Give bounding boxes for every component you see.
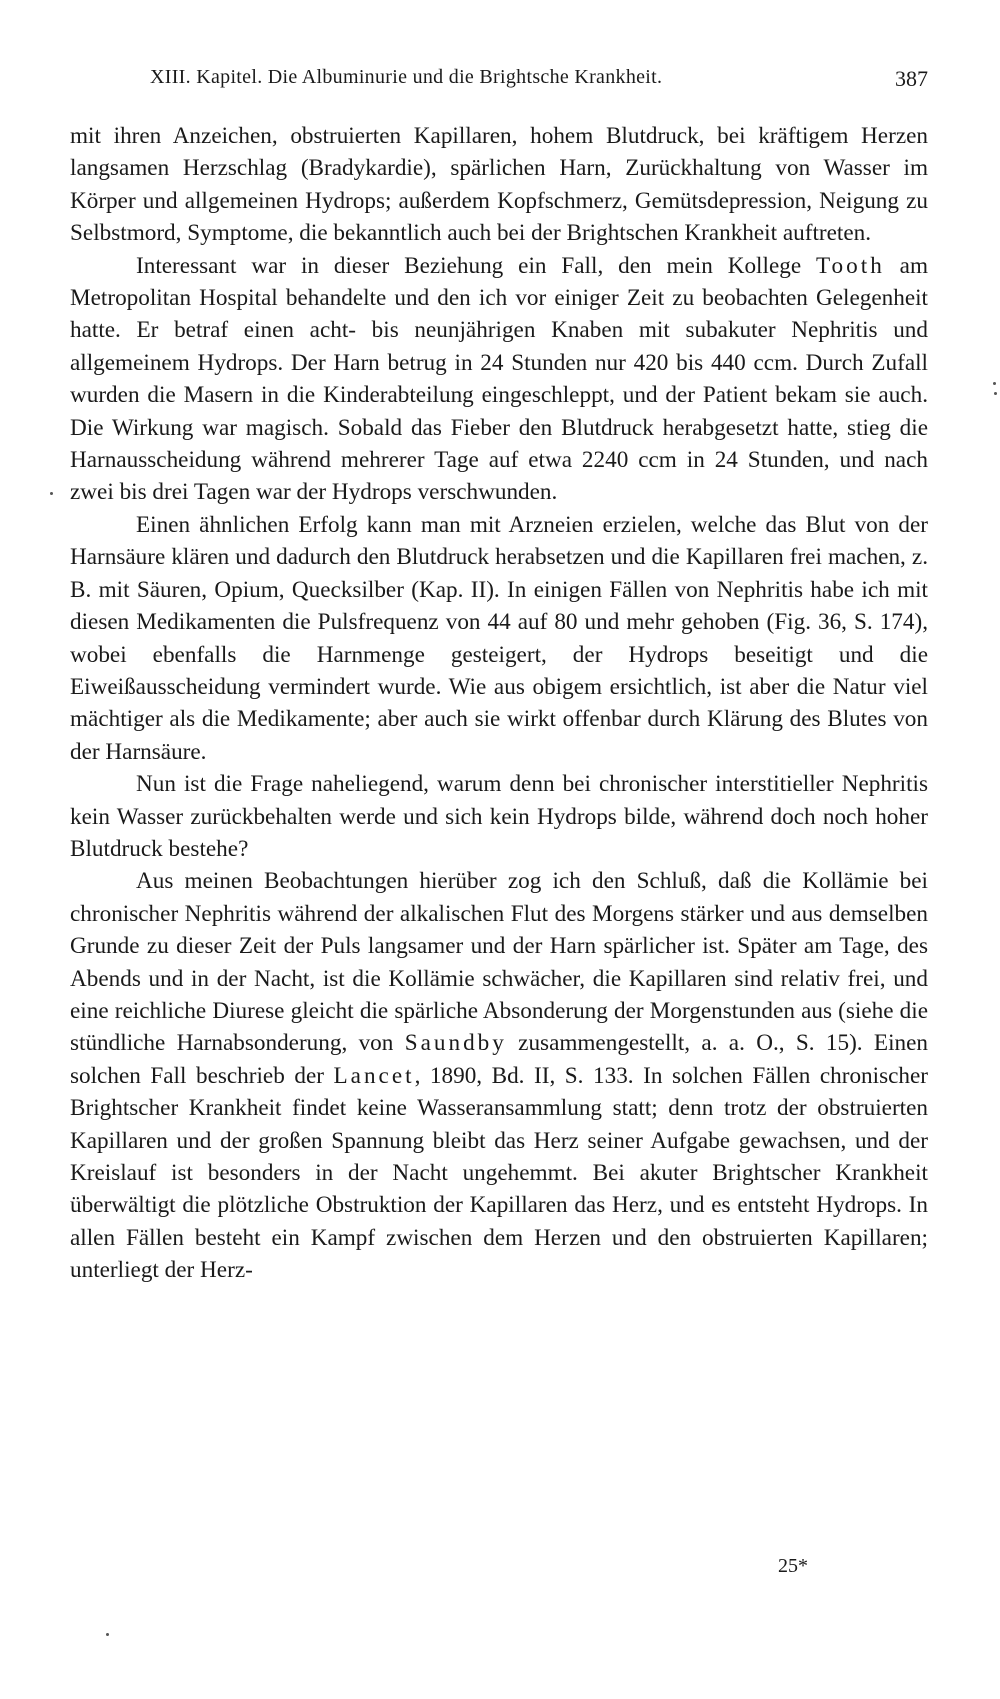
page-header [120, 66, 928, 96]
paragraph [70, 250, 928, 509]
text-run: am Metropolitan Hospital behandelte und den ich vor einiger Zeit zu beobachten Gelegenheit hatte. Er betraf einen acht- bis neunjährigen Knaben mit subakuter Nephritis und allgemeinem Hydrops. Der Harn betrug in 24 Stunden nur 420 bis 440 ccm. Durch Zufall wurden die Masern in die Kinderabteilung eingeschleppt, und der Patient bekam sie auch. Die Wirkung war magisch. Sobald das Fieber den Blutdruck herabgesetzt hatte, stieg die Harnausscheidung während mehrerer Tage auf etwa 2240 ccm in 24 Stunden, und nach zwei bis drei Tagen war der Hydrops verschwunden. [70, 252, 929, 506]
paragraph [70, 120, 928, 250]
running-title: XIII. Kapitel. Die Albuminurie und die Brightsche Krankheit. [150, 66, 663, 88]
text-run: zusammengestellt, a. a. O., S. 15). Einen solchen Fall beschrieb der [70, 1030, 928, 1089]
paragraph [70, 768, 928, 865]
scan-speck [993, 382, 996, 385]
scan-speck [994, 392, 997, 395]
body-text [70, 120, 928, 1287]
text-run: Einen ähnlichen Erfolg kann man mit Arzneien erzielen, welche das Blut von der Harnsäure klären und dadurch den Blutdruck herabsetzen und die Kapillaren frei machen, z. B. mit Säuren, Opium, Quecksilber (Kap. II). In einigen Fällen von Nephritis habe ich mit diesen Medikamenten die Pulsfrequenz von 44 auf 80 und mehr gehoben (Fig. 36, S. 174), wobei ebenfalls die Harnmenge gesteigert, der Hydrops beseitigt und die Eiweißausscheidung vermindert wurde. Wie aus obigem ersichtlich, ist aber die Natur viel mächtiger als die Medikamente; aber auch sie wirkt offenbar durch Klärung des Blutes von der Harnsäure. [70, 511, 928, 765]
text-run: Nun ist die Frage naheliegend, warum denn bei chronischer interstitieller Nephritis kein Wasser zurückbehalten werde und sich kein Hydrops bilde, während doch noch hoher Blutdruck bestehe? [70, 771, 928, 862]
spaced-name: Tooth [816, 252, 885, 279]
paragraph [70, 865, 928, 1286]
text-run: mit ihren Anzeichen, obstruierten Kapillaren, hohem Blutdruck, bei kräftigem Herzen langsamen Herzschlag (Bradykardie), spärlichen Harn, Zurückhaltung von Wasser im Körper und allgemeinen Hydrops; außerdem Kopfschmerz, Gemütsdepression, Neigung zu Selbstmord, Symptome, die bekanntlich auch bei der Brightschen Krankheit auftreten. [70, 123, 928, 247]
signature-mark: 25* [778, 1555, 808, 1577]
text-run: , 1890, Bd. II, S. 133. In solchen Fällen chronischer Brightscher Krankheit findet keine Wasseransammlung statt; denn trotz der obstruierten Kapillaren und der großen Spannung bleibt das Herz seiner Aufgabe gewachsen, und der Kreislauf ist besonders in der Nacht ungehemmt. Bei akuter Brightscher Krankheit überwältigt die plötzliche Obstruktion der Kapillaren das Herz, und es entsteht Hydrops. In allen Fällen besteht ein Kampf zwischen dem Herzen und den obstruierten Kapillaren; unterliegt der Herz- [70, 1062, 928, 1284]
spaced-name: Lancet [333, 1062, 415, 1089]
text-run: Interessant war in dieser Beziehung ein Fall, den mein Kollege [136, 252, 817, 279]
scan-speck [50, 492, 53, 495]
spaced-name: Saundby [404, 1030, 507, 1057]
scan-speck [106, 1633, 109, 1636]
text-run: Aus meinen Beobachtungen hierüber zog ich den Schluß, daß die Kollämie bei chronischer Nephritis während der alkalischen Flut des Morgens stärker und aus demselben Grunde zu dieser Zeit der Puls langsamer und der Harn spärlicher ist. Später am Tage, des Abends und in der Nacht, ist die Kollämie schwächer, die Kapillaren sind relativ frei, und eine reichliche Diurese gleicht die spärliche Absonderung der Morgenstunden aus (siehe die stündliche Harnabsonderung, von [70, 868, 928, 1057]
page-number: 387 [895, 66, 928, 91]
paragraph [70, 509, 928, 768]
